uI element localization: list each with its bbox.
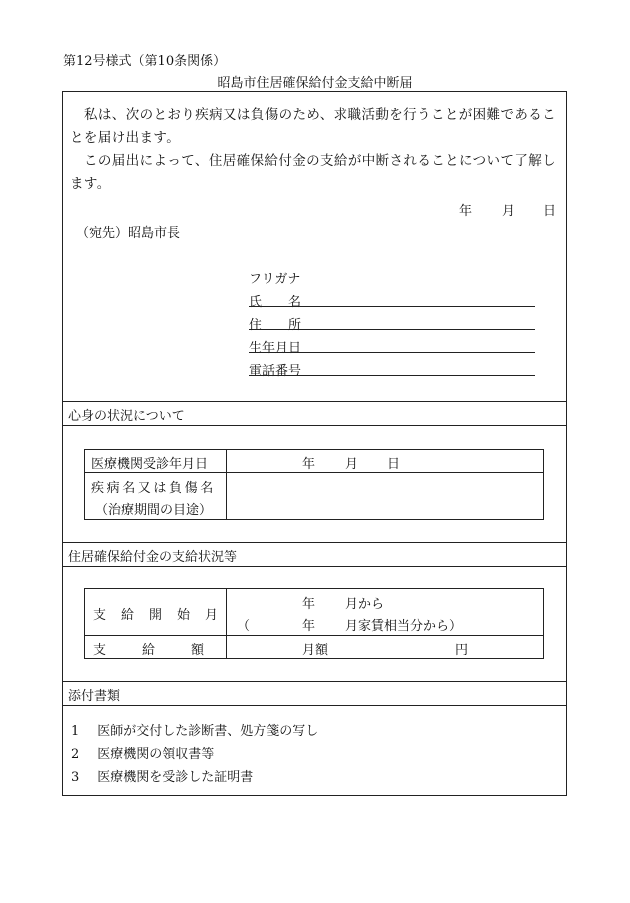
date-year-label: 年 xyxy=(459,204,473,219)
attachment-text: 医療機関を受診した証明書 xyxy=(97,770,254,785)
divider xyxy=(62,566,567,567)
form-frame xyxy=(62,91,567,796)
start-month-field[interactable] xyxy=(227,589,543,635)
disease-sub-label: （治療期間の目途） xyxy=(95,503,213,518)
attachment-item xyxy=(71,766,253,785)
form-number: 第12号様式（第10条関係） xyxy=(63,54,227,69)
attachment-number: 2 xyxy=(71,747,80,762)
payment-section-heading: 住居確保給付金の支給状況等 xyxy=(68,550,238,565)
attachment-text: 医師が交付した診断書、処方箋の写し xyxy=(97,724,319,739)
divider xyxy=(62,401,567,402)
payment-table xyxy=(84,588,544,659)
divider xyxy=(62,542,567,543)
name-field[interactable] xyxy=(249,306,535,307)
name-label: 氏 名 xyxy=(249,295,302,310)
declaration-paragraph-1: 私は、次のとおり疾病又は負傷のため、求職活動を行うことが困難であることを届け出ます。 xyxy=(70,107,557,146)
rent-month-label: 月家賃相当分から） xyxy=(345,619,463,634)
attachment-number: 1 xyxy=(71,724,80,739)
amount-label: 支給額 xyxy=(93,643,241,658)
declaration-paragraph-2: この届出によって、住居確保給付金の支給が中断されることについて了解します。 xyxy=(70,153,557,192)
phone-label: 電話番号 xyxy=(249,364,302,379)
divider xyxy=(62,705,567,706)
furigana-label: フリガナ xyxy=(249,272,301,287)
attachment-number: 3 xyxy=(71,770,80,785)
visit-year-label: 年 xyxy=(302,457,316,472)
amount-field[interactable] xyxy=(227,636,543,658)
attachment-text: 医療機関の領収書等 xyxy=(97,747,215,762)
address-label: 住 所 xyxy=(249,318,302,333)
birthdate-label: 生年月日 xyxy=(249,341,302,356)
start-year-label: 年 xyxy=(302,597,316,612)
date-day-label: 日 xyxy=(543,204,557,219)
visit-month-label: 月 xyxy=(345,457,359,472)
visit-date-label: 医療機関受診年月日 xyxy=(91,457,209,472)
attachment-item xyxy=(71,720,318,739)
start-month-from-label: 月から xyxy=(345,597,385,612)
rent-year-label: 年 xyxy=(302,619,316,634)
start-month-label: 支給開始月 xyxy=(93,608,234,623)
health-table xyxy=(84,449,544,520)
date-month-label: 月 xyxy=(502,204,516,219)
birthdate-field[interactable] xyxy=(249,352,535,353)
phone-field[interactable] xyxy=(249,375,535,376)
attachments-heading: 添付書類 xyxy=(68,689,121,704)
divider xyxy=(62,425,567,426)
visit-day-label: 日 xyxy=(387,457,401,472)
health-section-heading: 心身の状況について xyxy=(68,409,185,424)
visit-date-field[interactable] xyxy=(227,450,543,472)
document-title: 昭島市住居確保給付金支給中断届 xyxy=(217,76,413,91)
divider xyxy=(62,681,567,682)
attachment-item xyxy=(71,743,214,762)
address-field[interactable] xyxy=(249,329,535,330)
amount-yen-label: 円 xyxy=(455,643,469,658)
paren-open: （ xyxy=(237,619,251,634)
addressee: （宛先）昭島市長 xyxy=(76,226,181,241)
disease-field[interactable] xyxy=(227,473,543,519)
amount-monthly-label: 月額 xyxy=(302,643,329,658)
disease-label: 疾病名又は負傷名 xyxy=(91,481,216,496)
